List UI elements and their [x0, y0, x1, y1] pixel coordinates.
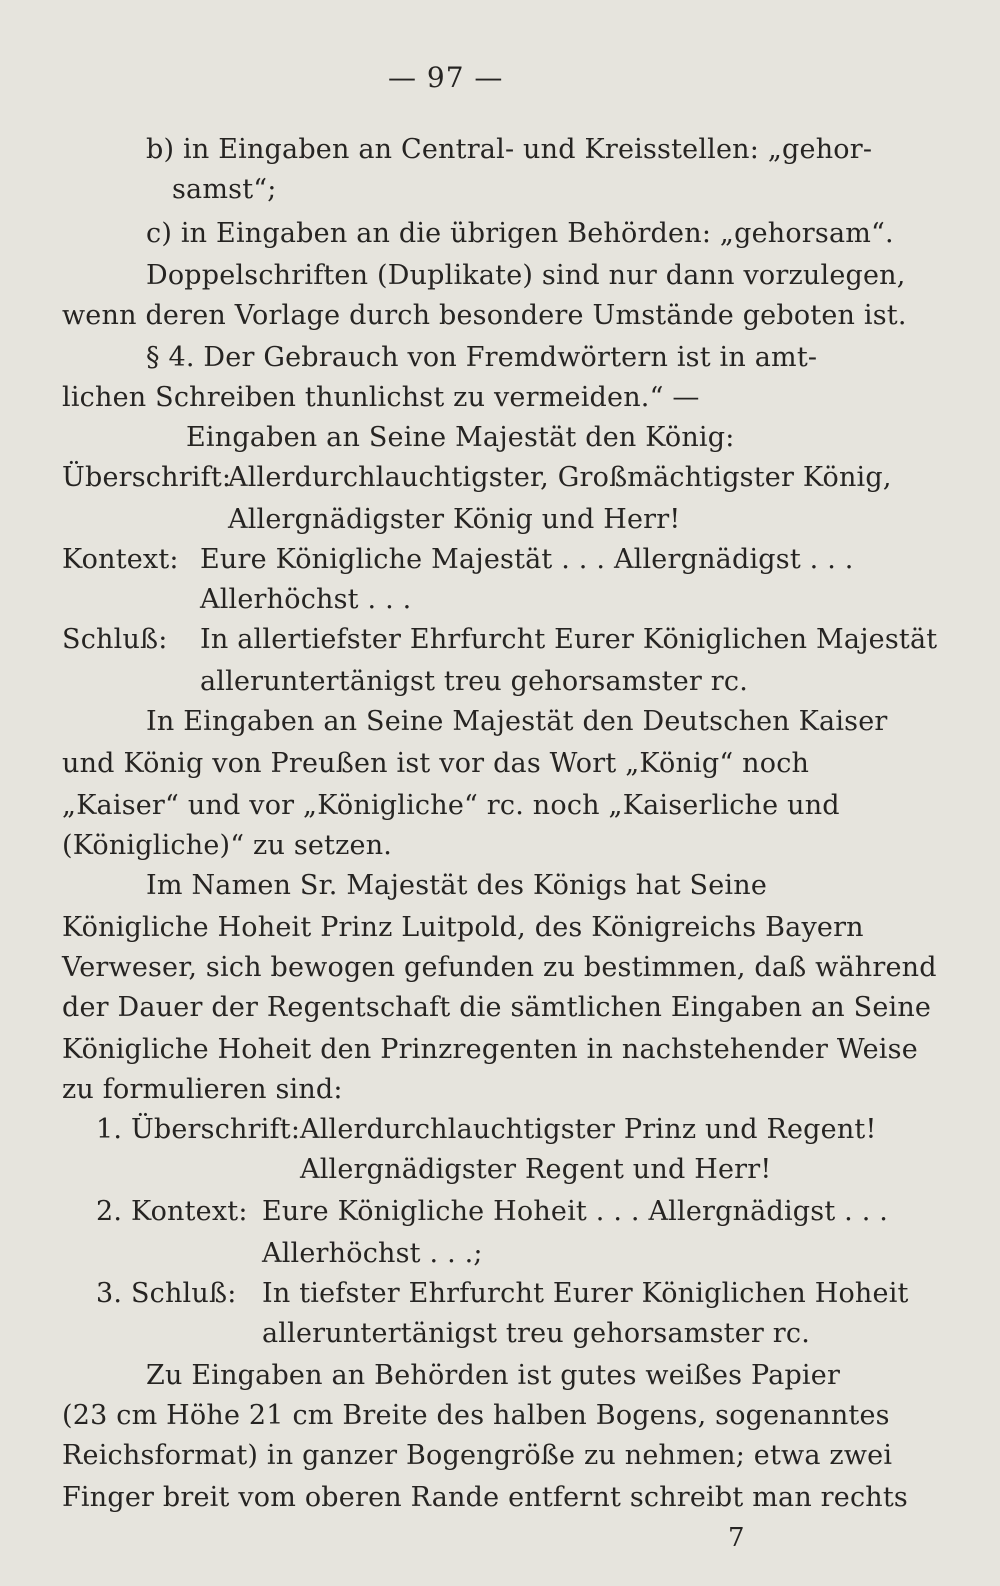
text-line: der Dauer der Regentschaft die sämtlichen Eingaben an Seine — [62, 992, 932, 1023]
text-line: Allergnädigster König und Herr! — [228, 504, 681, 535]
text-line: Eure Königliche Majestät . . . Allergnädigst . . . — [200, 544, 854, 575]
text-line: Allerhöchst . . .; — [262, 1238, 483, 1269]
text-line: Königliche Hoheit den Prinzregenten in nachstehender Weise — [62, 1034, 918, 1065]
text-line: Verweser, sich bewogen gefunden zu bestimmen, daß während — [62, 952, 937, 983]
text-line: c) in Eingaben an die übrigen Behörden: „gehorsam“. — [146, 218, 894, 249]
text-line: Königliche Hoheit Prinz Luitpold, des Königreichs Bayern — [62, 912, 864, 943]
text-line: Doppelschriften (Duplikate) sind nur dann vorzulegen, — [146, 260, 906, 291]
text-line: und König von Preußen ist vor das Wort „König“ noch — [62, 748, 810, 779]
text-line: Allergnädigster Regent und Herr! — [300, 1154, 772, 1185]
text-line: zu formulieren sind: — [62, 1074, 343, 1105]
text-line: In tiefster Ehrfurcht Eurer Königlichen Hoheit — [262, 1278, 909, 1309]
signature-mark: 7 — [728, 1523, 745, 1553]
text-line: alleruntertänigst treu gehorsamster rc. — [262, 1318, 810, 1349]
text-line: (Königliche)“ zu setzen. — [62, 830, 393, 861]
text-line: Finger breit vom oberen Rande entfernt schreibt man rechts — [62, 1482, 908, 1513]
form-label: Schluß: — [62, 624, 168, 655]
text-line: Im Namen Sr. Majestät des Königs hat Seine — [146, 870, 768, 901]
list-label: 3. Schluß: — [96, 1278, 237, 1309]
page-number: — 97 — — [388, 61, 504, 94]
text-line: (23 cm Höhe 21 cm Breite des halben Bogens, sogenanntes — [62, 1400, 890, 1431]
text-line: samst“; — [172, 174, 277, 205]
text-line: Eure Königliche Hoheit . . . Allergnädigst . . . — [262, 1196, 889, 1227]
text-line: Reichsformat) in ganzer Bogengröße zu nehmen; etwa zwei — [62, 1440, 893, 1471]
list-label: 1. Überschrift: — [96, 1114, 301, 1145]
text-line: In Eingaben an Seine Majestät den Deutschen Kaiser — [146, 706, 888, 737]
text-line: In allertiefster Ehrfurcht Eurer Königlichen Majestät — [200, 624, 938, 655]
section-heading: Eingaben an Seine Majestät den König: — [186, 422, 735, 453]
form-label: Kontext: — [62, 544, 179, 575]
text-line: Allerdurchlauchtigster Prinz und Regent! — [300, 1114, 877, 1145]
form-label: Überschrift: — [62, 462, 232, 493]
text-line: Allerdurchlauchtigster, Großmächtigster König, — [228, 462, 892, 493]
text-line: Zu Eingaben an Behörden ist gutes weißes Papier — [146, 1360, 841, 1391]
list-label: 2. Kontext: — [96, 1196, 248, 1227]
text-line: wenn deren Vorlage durch besondere Umstände geboten ist. — [62, 300, 907, 331]
text-line: b) in Eingaben an Central- und Kreisstellen: „gehor- — [146, 134, 873, 165]
text-line: lichen Schreiben thunlichst zu vermeiden.“ — — [62, 382, 700, 413]
text-line: „Kaiser“ und vor „Königliche“ rc. noch „Kaiserliche und — [62, 790, 840, 821]
text-line: § 4. Der Gebrauch von Fremdwörtern ist in amt- — [146, 342, 818, 373]
text-line: alleruntertänigst treu gehorsamster rc. — [200, 666, 748, 697]
text-line: Allerhöchst . . . — [200, 584, 412, 615]
